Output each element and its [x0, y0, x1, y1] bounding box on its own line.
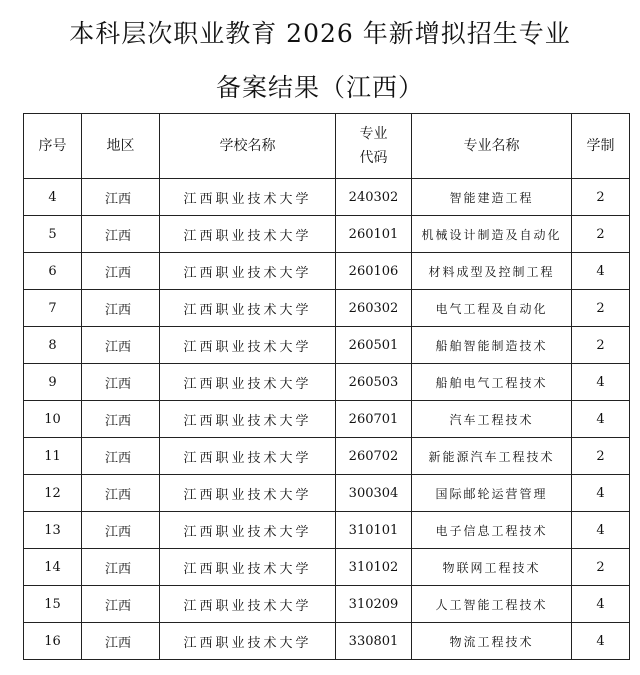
cell-region: 江西	[82, 586, 160, 623]
cell-index: 5	[24, 216, 82, 253]
cell-index: 9	[24, 364, 82, 401]
cell-code: 260101	[336, 216, 412, 253]
cell-region: 江西	[82, 512, 160, 549]
cell-region: 江西	[82, 179, 160, 216]
document-title-line2: 备案结果（江西）	[215, 73, 424, 102]
cell-code: 330801	[336, 623, 412, 660]
table-row	[24, 253, 630, 290]
cell-major: 电子信息工程技术	[412, 512, 572, 549]
cell-index: 16	[24, 623, 82, 660]
cell-major: 汽车工程技术	[412, 401, 572, 438]
cell-school: 江西职业技术大学	[160, 512, 336, 549]
cell-duration: 2	[572, 290, 630, 327]
table-header-row	[24, 114, 630, 179]
cell-major: 船舶电气工程技术	[412, 364, 572, 401]
cell-major: 船舶智能制造技术	[412, 327, 572, 364]
cell-school: 江西职业技术大学	[160, 253, 336, 290]
cell-code: 260501	[336, 327, 412, 364]
cell-index: 13	[24, 512, 82, 549]
cell-index: 15	[24, 586, 82, 623]
table-row	[24, 179, 630, 216]
table-row	[24, 364, 630, 401]
cell-school: 江西职业技术大学	[160, 475, 336, 512]
table-row	[24, 438, 630, 475]
cell-index: 14	[24, 549, 82, 586]
cell-major: 新能源汽车工程技术	[412, 438, 572, 475]
cell-major: 物联网工程技术	[412, 549, 572, 586]
cell-duration: 4	[572, 512, 630, 549]
cell-duration: 2	[572, 327, 630, 364]
cell-major: 机械设计制造及自动化	[412, 216, 572, 253]
cell-region: 江西	[82, 327, 160, 364]
table-row	[24, 290, 630, 327]
cell-duration: 4	[572, 401, 630, 438]
cell-duration: 2	[572, 216, 630, 253]
document-title-line1: 本科层次职业教育 2026 年新增拟招生专业	[69, 19, 571, 48]
cell-code: 300304	[336, 475, 412, 512]
cell-code: 260106	[336, 253, 412, 290]
cell-code: 260701	[336, 401, 412, 438]
cell-region: 江西	[82, 216, 160, 253]
cell-school: 江西职业技术大学	[160, 401, 336, 438]
cell-region: 江西	[82, 475, 160, 512]
cell-duration: 2	[572, 438, 630, 475]
cell-school: 江西职业技术大学	[160, 327, 336, 364]
header-major: 专业名称	[412, 114, 572, 179]
table-row	[24, 475, 630, 512]
cell-major: 物流工程技术	[412, 623, 572, 660]
header-duration: 学制	[572, 114, 630, 179]
header-code	[336, 114, 412, 179]
cell-duration: 4	[572, 623, 630, 660]
cell-index: 4	[24, 179, 82, 216]
cell-school: 江西职业技术大学	[160, 438, 336, 475]
cell-duration: 2	[572, 549, 630, 586]
cell-school: 江西职业技术大学	[160, 623, 336, 660]
cell-code: 310101	[336, 512, 412, 549]
cell-school: 江西职业技术大学	[160, 216, 336, 253]
cell-index: 10	[24, 401, 82, 438]
table-row	[24, 586, 630, 623]
cell-region: 江西	[82, 253, 160, 290]
cell-duration: 4	[572, 253, 630, 290]
table-row	[24, 549, 630, 586]
header-school: 学校名称	[160, 114, 336, 179]
header-code-line1: 专业	[359, 126, 388, 142]
cell-code: 260302	[336, 290, 412, 327]
cell-region: 江西	[82, 438, 160, 475]
cell-duration: 2	[572, 179, 630, 216]
cell-region: 江西	[82, 290, 160, 327]
cell-major: 智能建造工程	[412, 179, 572, 216]
cell-school: 江西职业技术大学	[160, 290, 336, 327]
cell-major: 电气工程及自动化	[412, 290, 572, 327]
cell-index: 11	[24, 438, 82, 475]
table-row	[24, 401, 630, 438]
cell-school: 江西职业技术大学	[160, 364, 336, 401]
cell-index: 6	[24, 253, 82, 290]
cell-code: 310102	[336, 549, 412, 586]
cell-index: 8	[24, 327, 82, 364]
cell-code: 260503	[336, 364, 412, 401]
table-row	[24, 216, 630, 253]
cell-major: 材料成型及控制工程	[412, 253, 572, 290]
cell-code: 260702	[336, 438, 412, 475]
cell-code: 310209	[336, 586, 412, 623]
cell-code: 240302	[336, 179, 412, 216]
majors-table	[23, 113, 630, 660]
cell-duration: 4	[572, 364, 630, 401]
cell-school: 江西职业技术大学	[160, 586, 336, 623]
table-row	[24, 512, 630, 549]
cell-major: 国际邮轮运营管理	[412, 475, 572, 512]
cell-region: 江西	[82, 364, 160, 401]
cell-major: 人工智能工程技术	[412, 586, 572, 623]
table-row	[24, 327, 630, 364]
cell-duration: 4	[572, 475, 630, 512]
cell-school: 江西职业技术大学	[160, 549, 336, 586]
header-region: 地区	[82, 114, 160, 179]
table-row	[24, 623, 630, 660]
cell-school: 江西职业技术大学	[160, 179, 336, 216]
cell-region: 江西	[82, 623, 160, 660]
cell-duration: 4	[572, 586, 630, 623]
header-index: 序号	[24, 114, 82, 179]
cell-index: 12	[24, 475, 82, 512]
header-code-line2: 代码	[359, 150, 388, 166]
cell-index: 7	[24, 290, 82, 327]
cell-region: 江西	[82, 549, 160, 586]
cell-region: 江西	[82, 401, 160, 438]
